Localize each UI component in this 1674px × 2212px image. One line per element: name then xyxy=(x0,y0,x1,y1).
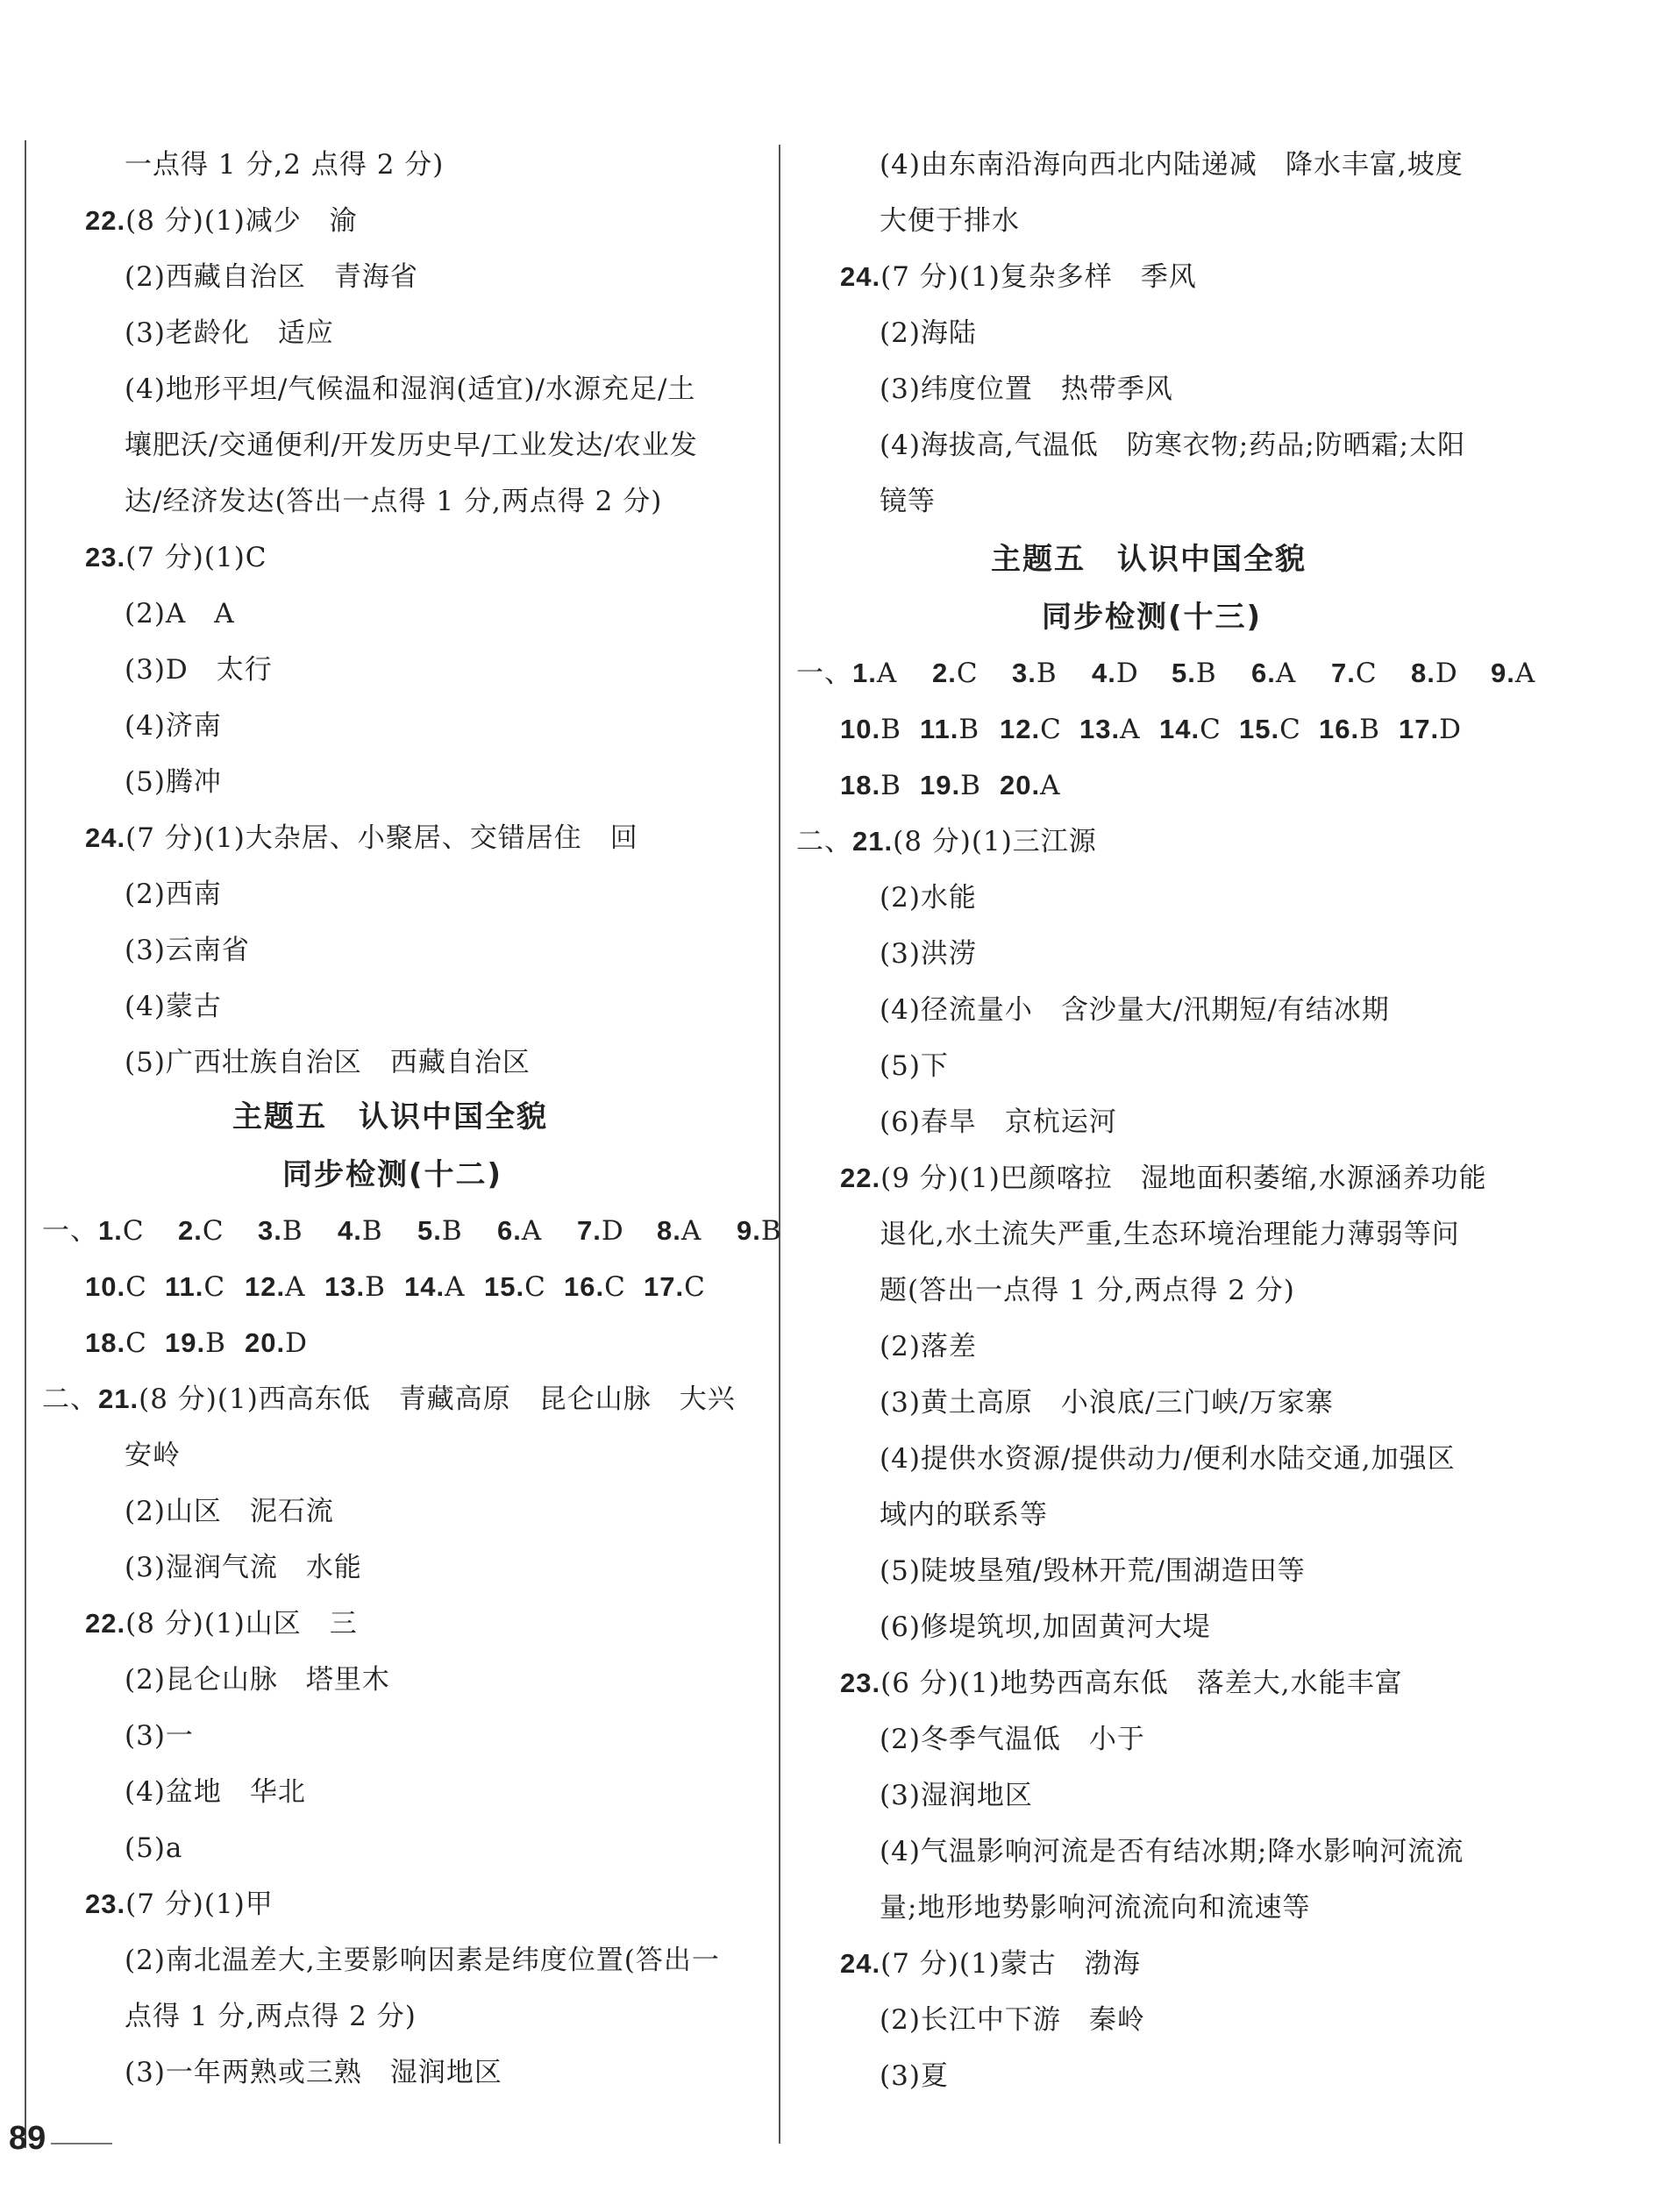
text-line: (5)广西壮族自治区 西藏自治区 xyxy=(125,1047,531,1078)
mc-answers xyxy=(85,1271,723,1303)
question-number: 1. xyxy=(98,1215,123,1246)
question-21 xyxy=(42,1382,736,1417)
text-line: (2)海陆 xyxy=(880,317,977,349)
text-line: (3)湿润地区 xyxy=(880,1780,1033,1811)
choice-letter: A xyxy=(285,1271,306,1303)
mc-answer xyxy=(737,1213,816,1248)
answer-text: (7 分)(1)大杂居、小聚居、交错居住 回 xyxy=(125,822,638,854)
choice-letter: C xyxy=(956,658,979,689)
question-number: 15. xyxy=(1239,714,1280,744)
part-label: 一、 xyxy=(42,1215,98,1247)
question-21 xyxy=(796,824,1097,859)
mc-row xyxy=(85,1326,324,1361)
text-line: 达/经济发达(答出一点得 1 分,两点得 2 分) xyxy=(125,486,663,517)
question-number: 4. xyxy=(1092,658,1116,688)
question-number: 21. xyxy=(852,826,894,857)
mc-answer xyxy=(165,1270,245,1305)
question-number: 22. xyxy=(840,1163,881,1193)
mc-answers xyxy=(840,714,1478,745)
mc-answer xyxy=(840,712,920,747)
choice-letter: B xyxy=(361,1215,383,1247)
mc-answer xyxy=(1000,768,1079,803)
choice-letter: D xyxy=(1435,658,1458,689)
choice-letter: A xyxy=(1040,770,1061,801)
mc-answer xyxy=(245,1270,324,1305)
question-number: 21. xyxy=(98,1383,139,1414)
answer-text: (8 分)(1)减少 渝 xyxy=(125,205,358,237)
text-line: 镜等 xyxy=(880,486,936,517)
mc-answers xyxy=(852,658,1571,689)
choice-letter: A xyxy=(521,1215,543,1247)
question-number: 15. xyxy=(484,1271,525,1302)
mc-answer xyxy=(258,1213,338,1248)
text-line: (2)南北温差大,主要影响因素是纬度位置(答出一 xyxy=(125,1945,720,1976)
question-number: 6. xyxy=(497,1215,522,1246)
question-number: 13. xyxy=(324,1271,366,1302)
question-number: 18. xyxy=(85,1327,126,1358)
question-number: 9. xyxy=(737,1215,761,1246)
choice-letter: B xyxy=(365,1271,386,1303)
text-line: (2)西南 xyxy=(125,878,222,910)
mc-answer xyxy=(920,768,1000,803)
choice-letter: B xyxy=(281,1215,303,1247)
choice-letter: C xyxy=(125,1271,147,1303)
question-22 xyxy=(85,1606,358,1641)
mc-answer xyxy=(1251,656,1331,691)
question-number: 12. xyxy=(1000,714,1041,744)
choice-letter: D xyxy=(1115,658,1139,689)
question-number: 11. xyxy=(165,1271,204,1302)
question-23 xyxy=(840,1666,1403,1701)
text-line: 一点得 1 分,2 点得 2 分) xyxy=(125,149,445,181)
mc-answer xyxy=(657,1213,737,1248)
choice-letter: C xyxy=(1279,714,1301,745)
question-number: 11. xyxy=(920,714,959,744)
text-line: (4)径流量小 含沙量大/汛期短/有结冰期 xyxy=(880,994,1390,1026)
answer-text: (7 分)(1)甲 xyxy=(125,1888,274,1920)
answer-text: (8 分)(1)三江源 xyxy=(893,826,1097,857)
mc-answer xyxy=(1012,656,1092,691)
choice-letter: B xyxy=(958,714,980,745)
text-line: 域内的联系等 xyxy=(880,1499,1048,1531)
text-line: (4)盆地 华北 xyxy=(125,1776,306,1808)
answer-text: (6 分)(1)地势西高东低 落差大,水能丰富 xyxy=(880,1668,1403,1699)
text-line: (2)水能 xyxy=(880,882,977,914)
question-number: 22. xyxy=(85,1608,126,1639)
mc-answer xyxy=(840,768,920,803)
mc-answer xyxy=(404,1270,484,1305)
mc-answer xyxy=(1172,656,1251,691)
question-number: 19. xyxy=(920,770,961,800)
question-number: 5. xyxy=(417,1215,442,1246)
question-number: 17. xyxy=(1399,714,1440,744)
mc-answers xyxy=(98,1215,816,1247)
question-number: 24. xyxy=(85,822,126,853)
mc-answers xyxy=(85,1327,324,1359)
question-number: 24. xyxy=(840,261,881,292)
choice-letter: B xyxy=(880,770,901,801)
question-number: 8. xyxy=(1411,658,1435,688)
question-number: 18. xyxy=(840,770,881,800)
question-number: 13. xyxy=(1079,714,1121,744)
mc-answer xyxy=(1000,712,1079,747)
mc-answer xyxy=(577,1213,657,1248)
question-22 xyxy=(840,1161,1487,1196)
text-line: (2)落差 xyxy=(880,1331,977,1362)
text-line: (2)西藏自治区 青海省 xyxy=(125,261,418,293)
question-number: 12. xyxy=(245,1271,286,1302)
text-line: (4)海拔高,气温低 防寒衣物;药品;防晒霜;太阳 xyxy=(880,430,1466,461)
question-number: 23. xyxy=(840,1668,881,1698)
mc-answer xyxy=(852,656,932,691)
mc-answer xyxy=(920,712,1000,747)
text-line: 退化,水土流失严重,生态环境治理能力薄弱等问 xyxy=(880,1219,1460,1250)
text-line: (3)夏 xyxy=(880,2060,949,2092)
question-24 xyxy=(85,821,638,856)
mc-answer xyxy=(564,1270,644,1305)
choice-letter: B xyxy=(1195,658,1217,689)
text-line: (5)下 xyxy=(880,1050,949,1082)
choice-letter: B xyxy=(1036,658,1058,689)
part-label: 一、 xyxy=(796,658,852,689)
section-heading: 主题五 认识中国全貌 xyxy=(991,542,1307,577)
mc-answer xyxy=(484,1270,564,1305)
choice-letter: B xyxy=(960,770,981,801)
text-line: (4)蒙古 xyxy=(125,991,222,1022)
question-number: 16. xyxy=(564,1271,605,1302)
text-line: (3)D 太行 xyxy=(125,654,273,686)
text-line: (3)纬度位置 热带季风 xyxy=(880,373,1173,405)
choice-letter: A xyxy=(1514,658,1536,689)
text-line: (4)由东南沿海向西北内陆递减 降水丰富,坡度 xyxy=(880,149,1464,181)
text-line: (3)洪涝 xyxy=(880,938,977,970)
choice-letter: C xyxy=(684,1271,706,1303)
choice-letter: D xyxy=(285,1327,308,1359)
text-line: 壤肥沃/交通便利/开发历史早/工业发达/农业发 xyxy=(125,430,698,461)
mc-row xyxy=(42,1213,816,1248)
mc-row xyxy=(840,768,1079,803)
section-subheading: 同步检测(十三) xyxy=(1042,600,1263,635)
text-line: (4)气温影响河流是否有结冰期;降水影响河流流 xyxy=(880,1836,1464,1867)
question-number: 16. xyxy=(1319,714,1360,744)
text-line: 点得 1 分,两点得 2 分) xyxy=(125,2001,417,2032)
mc-answers xyxy=(840,770,1079,801)
question-number: 23. xyxy=(85,1888,126,1919)
mc-answer xyxy=(85,1270,165,1305)
mc-answer xyxy=(497,1213,577,1248)
question-number: 23. xyxy=(85,542,126,573)
choice-letter: C xyxy=(125,1327,147,1359)
text-line: (3)黄土高原 小浪底/三门峡/万家寨 xyxy=(880,1387,1334,1419)
choice-letter: A xyxy=(680,1215,702,1247)
choice-letter: B xyxy=(1359,714,1380,745)
answer-text: (8 分)(1)山区 三 xyxy=(125,1608,358,1639)
text-line: 安岭 xyxy=(125,1440,181,1471)
question-number: 9. xyxy=(1491,658,1515,688)
text-line: (3)云南省 xyxy=(125,935,250,966)
text-line: 大便于排水 xyxy=(880,205,1020,237)
text-line: (2)山区 泥石流 xyxy=(125,1496,334,1527)
question-number: 10. xyxy=(85,1271,126,1302)
question-number: 2. xyxy=(932,658,957,688)
choice-letter: A xyxy=(876,658,898,689)
choice-letter: C xyxy=(202,1215,224,1247)
choice-letter: D xyxy=(1439,714,1462,745)
text-line: (3)湿润气流 水能 xyxy=(125,1552,362,1583)
text-line: (3)老龄化 适应 xyxy=(125,317,334,349)
mc-answer xyxy=(1239,712,1319,747)
part-label: 二、 xyxy=(796,826,852,857)
mc-answer xyxy=(1079,712,1159,747)
mc-answer xyxy=(1092,656,1172,691)
text-line: (2)A A xyxy=(125,598,235,629)
question-number: 6. xyxy=(1251,658,1276,688)
question-22 xyxy=(85,203,358,238)
choice-letter: D xyxy=(601,1215,624,1247)
text-line: (3)一 xyxy=(125,1720,194,1752)
mc-answer xyxy=(1159,712,1239,747)
mc-answer xyxy=(417,1213,497,1248)
answer-text: (9 分)(1)巴颜喀拉 湿地面积萎缩,水源涵养功能 xyxy=(880,1163,1487,1194)
choice-letter: C xyxy=(524,1271,546,1303)
question-number: 24. xyxy=(840,1948,881,1979)
text-line: (4)济南 xyxy=(125,710,222,742)
question-number: 3. xyxy=(258,1215,282,1246)
text-line: (6)修堤筑坝,加固黄河大堤 xyxy=(880,1611,1211,1643)
question-number: 5. xyxy=(1172,658,1196,688)
column-divider xyxy=(779,145,780,2144)
mc-row xyxy=(840,712,1478,747)
question-23 xyxy=(85,1887,274,1922)
mc-answer xyxy=(1411,656,1491,691)
mc-answer xyxy=(165,1326,245,1361)
mc-answer xyxy=(338,1213,417,1248)
question-number: 10. xyxy=(840,714,881,744)
mc-answer xyxy=(1399,712,1478,747)
mc-answer xyxy=(324,1270,404,1305)
question-24 xyxy=(840,260,1197,295)
text-line: (2)冬季气温低 小于 xyxy=(880,1724,1145,1755)
question-number: 1. xyxy=(852,658,877,688)
choice-letter: A xyxy=(1275,658,1297,689)
text-line: (2)昆仑山脉 塔里木 xyxy=(125,1664,390,1696)
section-subheading: 同步检测(十二) xyxy=(282,1157,503,1192)
choice-letter: C xyxy=(604,1271,626,1303)
choice-letter: C xyxy=(203,1271,226,1303)
question-number: 7. xyxy=(1331,658,1356,688)
answer-text: (7 分)(1)蒙古 渤海 xyxy=(880,1948,1141,1980)
choice-letter: B xyxy=(760,1215,782,1247)
question-number: 14. xyxy=(1159,714,1200,744)
part-label: 二、 xyxy=(42,1383,98,1415)
question-number: 20. xyxy=(245,1327,286,1358)
mc-answer xyxy=(1491,656,1571,691)
mc-row xyxy=(85,1270,723,1305)
text-line: (3)一年两熟或三熟 湿润地区 xyxy=(125,2057,502,2088)
choice-letter: B xyxy=(441,1215,463,1247)
answer-text: (8 分)(1)西高东低 青藏高原 昆仑山脉 大兴 xyxy=(139,1383,736,1415)
mc-answer xyxy=(644,1270,723,1305)
question-number: 3. xyxy=(1012,658,1036,688)
question-23 xyxy=(85,540,267,575)
choice-letter: A xyxy=(1120,714,1141,745)
text-line: (4)地形平坦/气候温和湿润(适宜)/水源充足/土 xyxy=(125,373,696,405)
page-number: 89 xyxy=(9,2120,46,2157)
text-line: 题(答出一点得 1 分,两点得 2 分) xyxy=(880,1275,1295,1306)
text-line: (5)a xyxy=(125,1832,183,1864)
question-number: 14. xyxy=(404,1271,445,1302)
mc-answer xyxy=(98,1213,178,1248)
mc-answer xyxy=(85,1326,165,1361)
question-number: 17. xyxy=(644,1271,685,1302)
choice-letter: C xyxy=(1200,714,1222,745)
choice-letter: C xyxy=(1355,658,1378,689)
text-line: 量;地形地势影响河流流向和流速等 xyxy=(880,1892,1311,1924)
left-margin-rule xyxy=(25,140,26,2148)
page-number-rule xyxy=(51,2143,112,2144)
text-line: (4)提供水资源/提供动力/便利水陆交通,加强区 xyxy=(880,1443,1456,1475)
answer-text: (7 分)(1)复杂多样 季风 xyxy=(880,261,1197,293)
text-line: (5)陡坡垦殖/毁林开荒/围湖造田等 xyxy=(880,1555,1306,1587)
question-number: 4. xyxy=(338,1215,362,1246)
question-number: 2. xyxy=(178,1215,203,1246)
choice-letter: B xyxy=(205,1327,226,1359)
section-heading: 主题五 认识中国全貌 xyxy=(232,1099,548,1134)
question-24 xyxy=(840,1946,1141,1981)
choice-letter: B xyxy=(880,714,901,745)
question-number: 20. xyxy=(1000,770,1041,800)
text-line: (2)长江中下游 秦岭 xyxy=(880,2004,1145,2036)
question-number: 8. xyxy=(657,1215,681,1246)
answer-text: (7 分)(1)C xyxy=(125,542,267,573)
mc-answer xyxy=(178,1213,258,1248)
question-number: 19. xyxy=(165,1327,206,1358)
text-line: (5)腾冲 xyxy=(125,766,222,798)
question-number: 7. xyxy=(577,1215,602,1246)
mc-answer xyxy=(245,1326,324,1361)
mc-answer xyxy=(1319,712,1399,747)
choice-letter: C xyxy=(122,1215,145,1247)
text-line: (6)春旱 京杭运河 xyxy=(880,1106,1117,1138)
choice-letter: C xyxy=(1040,714,1062,745)
choice-letter: A xyxy=(445,1271,466,1303)
mc-answer xyxy=(1331,656,1411,691)
mc-answer xyxy=(932,656,1012,691)
mc-row xyxy=(796,656,1571,691)
question-number: 22. xyxy=(85,205,126,236)
